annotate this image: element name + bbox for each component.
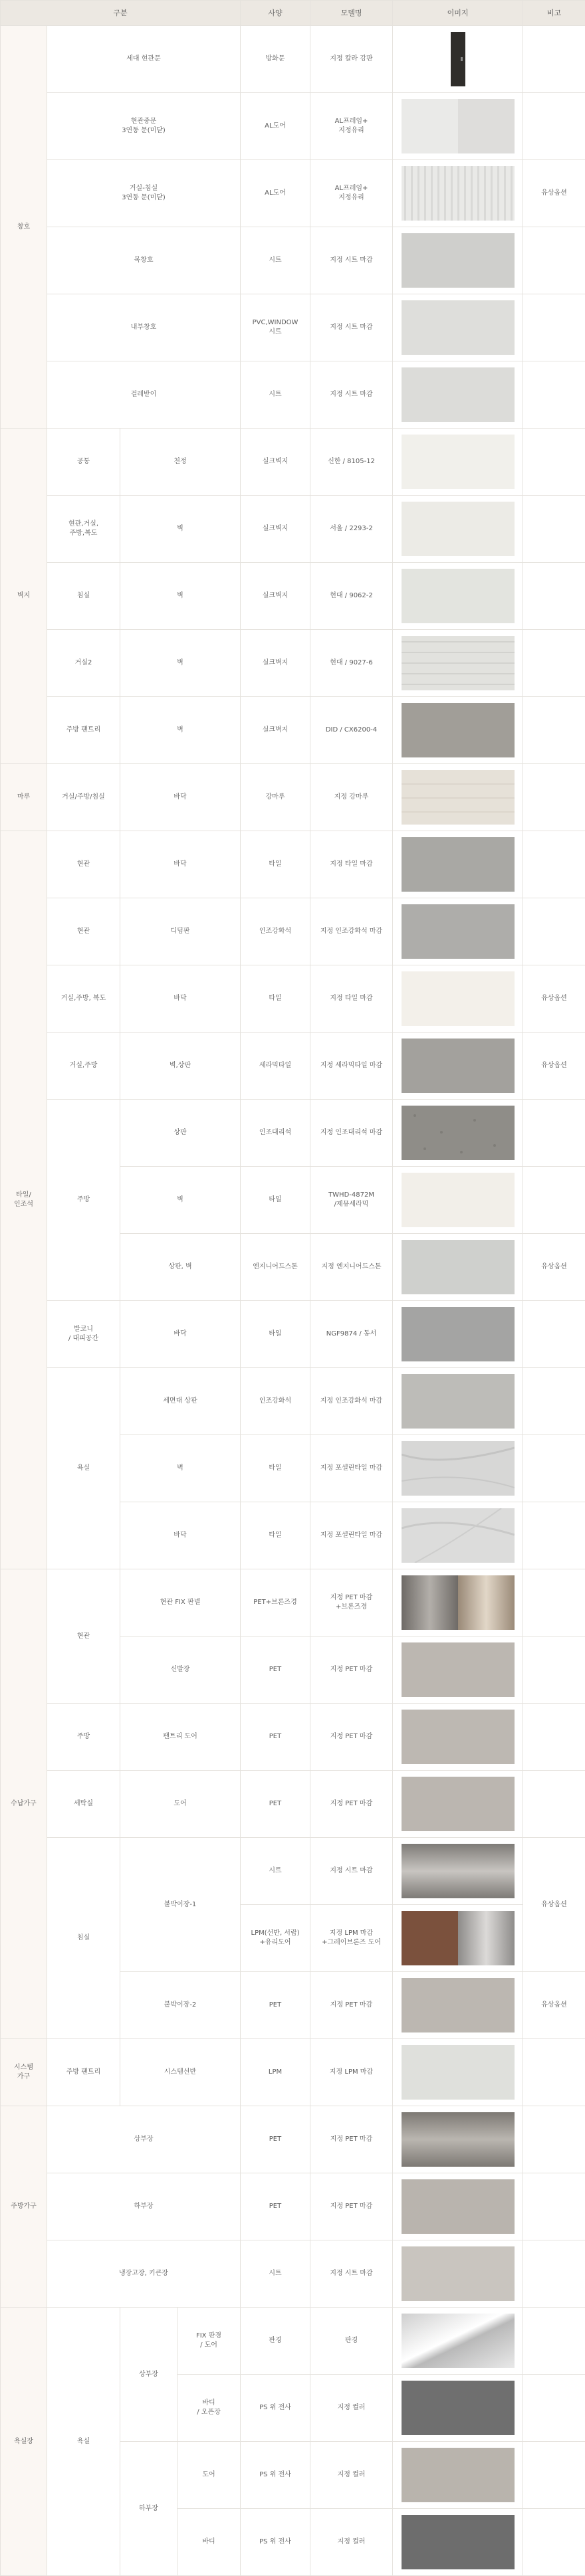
header-image: 이미지 — [393, 1, 523, 26]
note-cell — [523, 1100, 585, 1167]
item-cell: 세탁실 — [47, 1771, 120, 1838]
item-cell: 냉장고장, 키큰장 — [47, 2240, 241, 2308]
item-cell: 주방 팬트리 — [47, 697, 120, 764]
spec-cell: PET — [241, 1972, 310, 2039]
sub-item-cell: 천정 — [120, 429, 241, 496]
spec-cell: 시트 — [241, 2240, 310, 2308]
model-cell: 지정 LPM 마감 +그레이브론즈 도어 — [310, 1905, 393, 1972]
door-swatch — [451, 32, 465, 86]
item-cell: 상부장 — [47, 2106, 241, 2173]
note-cell — [523, 1301, 585, 1368]
item-cell: 주방 — [47, 1100, 120, 1301]
table-row — [1, 496, 585, 563]
note-cell — [523, 1435, 585, 1502]
image-cell — [393, 697, 523, 764]
image-cell — [393, 1234, 523, 1301]
table-row — [1, 831, 585, 898]
table-row — [1, 563, 585, 630]
model-cell: 지정 시트 마감 — [310, 361, 393, 429]
header-row — [1, 1, 585, 26]
sub-item-cell: 바닥 — [120, 965, 241, 1033]
note-cell: 유상옵션 — [523, 965, 585, 1033]
table-row — [1, 1368, 585, 1435]
note-cell: 유상옵션 — [523, 1838, 585, 1972]
wallpaper-swatch — [402, 569, 515, 623]
spec-cell: PS 위 전사 — [241, 2375, 310, 2442]
model-cell: 지정 PET 마감 +브론즈경 — [310, 1569, 393, 1636]
sub-item-cell: 상판 — [120, 1100, 241, 1167]
spec-cell: LPM — [241, 2039, 310, 2106]
wallpaper-swatch — [402, 435, 515, 489]
tile-swatch — [402, 971, 515, 1026]
table-row — [1, 2308, 585, 2375]
model-cell: 서울 / 2293-2 — [310, 496, 393, 563]
model-cell: 지정 시트 마감 — [310, 294, 393, 361]
note-cell: 유상옵션 — [523, 1033, 585, 1100]
image-cell — [393, 429, 523, 496]
sub-item-cell: 벽 — [120, 1435, 241, 1502]
sub-item-cell: 현관 FIX 판넬 — [120, 1569, 241, 1636]
note-cell — [523, 2240, 585, 2308]
image-cell — [393, 1972, 523, 2039]
model-cell: 지정 타일 마감 — [310, 965, 393, 1033]
model-cell: 지정 포셀린타일 마감 — [310, 1502, 393, 1569]
metal-sheet-swatch — [402, 1844, 515, 1898]
model-cell: AL프레임+ 지정유리 — [310, 160, 393, 227]
image-cell — [393, 294, 523, 361]
spec-cell: 판경 — [241, 2308, 310, 2375]
ps-color-swatch — [402, 2448, 515, 2502]
group-bath: 욕실장 — [1, 2308, 47, 2576]
stone-swatch — [402, 904, 515, 959]
spec-cell: PET — [241, 1704, 310, 1771]
spec-cell: 실크벽지 — [241, 697, 310, 764]
spec-cell: 실크벽지 — [241, 563, 310, 630]
sub-item-cell: 바닥 — [120, 831, 241, 898]
ceramic-tile-swatch — [402, 1039, 515, 1093]
table-row — [1, 630, 585, 697]
image-cell — [393, 1771, 523, 1838]
note-cell — [523, 26, 585, 93]
image-cell — [393, 93, 523, 160]
wallpaper-swatch — [402, 636, 515, 690]
image-cell — [393, 2509, 523, 2576]
note-cell — [523, 563, 585, 630]
wallpaper-swatch — [402, 703, 515, 757]
table-row — [1, 1100, 585, 1167]
fluted-glass-swatch — [402, 166, 515, 221]
group-system: 시스템 가구 — [1, 2039, 47, 2106]
note-cell — [523, 227, 585, 294]
note-cell — [523, 496, 585, 563]
note-cell — [523, 1502, 585, 1569]
image-cell — [393, 2173, 523, 2240]
model-cell: AL프레임+ 지정유리 — [310, 93, 393, 160]
stone-swatch — [402, 1374, 515, 1429]
spec-cell: AL도어 — [241, 160, 310, 227]
spec-cell: PS 위 전사 — [241, 2442, 310, 2509]
item-cell: 현관중문 3연동 문(미닫) — [47, 93, 241, 160]
item-cell: 침실 — [47, 563, 120, 630]
part-cell: 바디 / 오픈장 — [177, 2375, 241, 2442]
note-cell — [523, 2509, 585, 2576]
note-cell — [523, 1771, 585, 1838]
model-cell: 지정 강마루 — [310, 764, 393, 831]
model-cell: 지정 컬러 — [310, 2509, 393, 2576]
model-cell: 신한 / 8105-12 — [310, 429, 393, 496]
item-cell: 거실,주방, 복도 — [47, 965, 120, 1033]
tile-swatch — [402, 837, 515, 892]
model-cell: 지정 PET 마감 — [310, 1704, 393, 1771]
table-row — [1, 1033, 585, 1100]
spec-cell: 시트 — [241, 227, 310, 294]
group-storage: 수납가구 — [1, 1569, 47, 2039]
spec-cell: 인조대리석 — [241, 1100, 310, 1167]
sub-item-cell: 바닥 — [120, 1301, 241, 1368]
table-row — [1, 93, 585, 160]
image-cell — [393, 1100, 523, 1167]
item-cell: 발코니 / 대피공간 — [47, 1301, 120, 1368]
model-cell: 지정 LPM 마감 — [310, 2039, 393, 2106]
table-row — [1, 2173, 585, 2240]
sub-item-cell: 상판, 벽 — [120, 1234, 241, 1301]
note-cell — [523, 2308, 585, 2375]
spec-cell: 타일 — [241, 1167, 310, 1234]
note-cell — [523, 294, 585, 361]
note-cell — [523, 697, 585, 764]
table-row — [1, 2039, 585, 2106]
spec-cell: 강마루 — [241, 764, 310, 831]
item-cell: 침실 — [47, 1838, 120, 2039]
item-cell: 현관 — [47, 831, 120, 898]
spec-cell: 타일 — [241, 1435, 310, 1502]
sub-item-cell: 하부장 — [120, 2442, 177, 2576]
marble-swatch — [402, 1106, 515, 1160]
pet-bronze-swatch — [402, 1575, 515, 1630]
part-cell: FIX 판경 / 도어 — [177, 2308, 241, 2375]
table-row — [1, 160, 585, 227]
item-cell: 세대 현관문 — [47, 26, 241, 93]
spec-cell: 인조강화석 — [241, 1368, 310, 1435]
spec-cell: PET — [241, 2106, 310, 2173]
sub-item-cell: 시스템선반 — [120, 2039, 241, 2106]
spec-cell: 실크벽지 — [241, 496, 310, 563]
header-category: 구분 — [1, 1, 241, 26]
note-cell — [523, 429, 585, 496]
sheet-swatch — [402, 233, 515, 288]
image-cell — [393, 1368, 523, 1435]
note-cell — [523, 1368, 585, 1435]
sub-item-cell: 바닥 — [120, 1502, 241, 1569]
note-cell — [523, 2173, 585, 2240]
spec-cell: 타일 — [241, 965, 310, 1033]
spec-cell: 타일 — [241, 1502, 310, 1569]
header-note: 비고 — [523, 1, 585, 26]
item-cell: 주방 팬트리 — [47, 2039, 120, 2106]
item-cell: 거실,주방 — [47, 1033, 120, 1100]
table-row — [1, 764, 585, 831]
image-cell — [393, 1569, 523, 1636]
header-model: 모델명 — [310, 1, 393, 26]
note-cell — [523, 93, 585, 160]
item-cell: 공통 — [47, 429, 120, 496]
group-changho: 창호 — [1, 26, 47, 429]
image-cell — [393, 965, 523, 1033]
model-cell: 지정 컬러 — [310, 2375, 393, 2442]
image-cell — [393, 1301, 523, 1368]
image-cell — [393, 2308, 523, 2375]
item-cell: 거실/주방/침실 — [47, 764, 120, 831]
spec-cell: 시트 — [241, 361, 310, 429]
note-cell — [523, 1167, 585, 1234]
mirror-swatch — [402, 2314, 515, 2368]
note-cell — [523, 2106, 585, 2173]
sub-item-cell: 디딤판 — [120, 898, 241, 965]
model-cell: 지정 인조강화석 마감 — [310, 1368, 393, 1435]
table-row — [1, 1301, 585, 1368]
spec-cell: PS 위 전사 — [241, 2509, 310, 2576]
sub-item-cell: 팬트리 도어 — [120, 1704, 241, 1771]
item-cell: 현관 — [47, 898, 120, 965]
spec-cell: 시트 — [241, 1838, 310, 1905]
pet-metal-swatch — [402, 2112, 515, 2167]
ps-color-swatch — [402, 2515, 515, 2569]
table-row — [1, 898, 585, 965]
model-cell: DID / CX6200-4 — [310, 697, 393, 764]
sub-item-cell: 바닥 — [120, 764, 241, 831]
item-cell: 현관 — [47, 1569, 120, 1704]
header-spec: 사양 — [241, 1, 310, 26]
table-row — [1, 1771, 585, 1838]
sub-item-cell: 벽 — [120, 697, 241, 764]
image-cell — [393, 831, 523, 898]
sub-item-cell: 상부장 — [120, 2308, 177, 2442]
note-cell: 유상옵션 — [523, 1234, 585, 1301]
image-cell — [393, 1435, 523, 1502]
porcelain-tile-swatch — [402, 1508, 515, 1563]
sub-item-cell: 도어 — [120, 1771, 241, 1838]
image-cell — [393, 496, 523, 563]
image-cell — [393, 630, 523, 697]
item-cell: 내부창호 — [47, 294, 241, 361]
model-cell: NGF9874 / 동서 — [310, 1301, 393, 1368]
sub-item-cell: 붙박이장-1 — [120, 1838, 241, 1972]
model-cell: 지정 PET 마감 — [310, 1972, 393, 2039]
spec-cell: PVC,WINDOW 시트 — [241, 294, 310, 361]
table-row — [1, 429, 585, 496]
tile-swatch — [402, 1307, 515, 1361]
wood-floor-swatch — [402, 770, 515, 825]
sub-item-cell: 세면대 상판 — [120, 1368, 241, 1435]
group-floor: 마루 — [1, 764, 47, 831]
image-cell — [393, 2442, 523, 2509]
image-cell — [393, 898, 523, 965]
note-cell — [523, 630, 585, 697]
image-cell — [393, 1838, 523, 1905]
item-cell: 거실-침실 3연동 문(미닫) — [47, 160, 241, 227]
image-cell — [393, 1704, 523, 1771]
model-cell: 지정 PET 마감 — [310, 1771, 393, 1838]
item-cell: 주방 — [47, 1704, 120, 1771]
note-cell — [523, 764, 585, 831]
note-cell: 유상옵션 — [523, 1972, 585, 2039]
table-row — [1, 1704, 585, 1771]
model-cell: 지정 PET 마감 — [310, 2106, 393, 2173]
model-cell: TWHD-4872M /제뮤세라믹 — [310, 1167, 393, 1234]
note-cell — [523, 361, 585, 429]
sub-item-cell: 벽 — [120, 563, 241, 630]
table-row — [1, 2106, 585, 2173]
spec-cell: 실크벽지 — [241, 429, 310, 496]
image-cell — [393, 563, 523, 630]
image-cell — [393, 2375, 523, 2442]
image-cell — [393, 1033, 523, 1100]
model-cell: 지정 인조대리석 마감 — [310, 1100, 393, 1167]
part-cell: 바디 — [177, 2509, 241, 2576]
model-cell: 현대 / 9027-6 — [310, 630, 393, 697]
sheet-swatch — [402, 367, 515, 422]
item-cell: 목창호 — [47, 227, 241, 294]
image-cell — [393, 764, 523, 831]
model-cell: 지정 PET 마감 — [310, 2173, 393, 2240]
item-cell: 욕실 — [47, 1368, 120, 1569]
spec-cell: 타일 — [241, 1301, 310, 1368]
note-cell — [523, 2039, 585, 2106]
image-cell — [393, 1502, 523, 1569]
lpm-swatch — [402, 2045, 515, 2100]
sheet-swatch — [402, 2246, 515, 2301]
part-cell: 도어 — [177, 2442, 241, 2509]
spec-cell: 인조강화석 — [241, 898, 310, 965]
spec-cell: AL도어 — [241, 93, 310, 160]
spec-cell: LPM(선반, 서랍) +유리도어 — [241, 1905, 310, 1972]
note-cell: 유상옵션 — [523, 160, 585, 227]
model-cell: 지정 컬러 — [310, 2442, 393, 2509]
table-row — [1, 26, 585, 93]
model-cell: 지정 세라믹타일 마감 — [310, 1033, 393, 1100]
model-cell: 지정 시트 마감 — [310, 227, 393, 294]
item-cell: 걸레받이 — [47, 361, 241, 429]
sub-item-cell: 신발장 — [120, 1636, 241, 1704]
spec-cell: 실크벽지 — [241, 630, 310, 697]
spec-cell: PET — [241, 1636, 310, 1704]
note-cell — [523, 2442, 585, 2509]
item-cell: 하부장 — [47, 2173, 241, 2240]
note-cell — [523, 1704, 585, 1771]
porcelain-tile-swatch — [402, 1441, 515, 1496]
model-cell: 지정 PET 마감 — [310, 1636, 393, 1704]
lpm-bronze-swatch — [402, 1911, 515, 1965]
sub-item-cell: 벽,상판 — [120, 1033, 241, 1100]
table-row — [1, 2240, 585, 2308]
model-cell: 지정 타일 마감 — [310, 831, 393, 898]
table-row — [1, 227, 585, 294]
note-cell — [523, 831, 585, 898]
pet-swatch — [402, 1978, 515, 2032]
note-cell — [523, 1569, 585, 1636]
table-row — [1, 1569, 585, 1636]
image-cell — [393, 1636, 523, 1704]
note-cell — [523, 898, 585, 965]
group-tile: 타일/ 인조석 — [1, 831, 47, 1569]
image-cell — [393, 2106, 523, 2173]
sub-item-cell: 벽 — [120, 630, 241, 697]
group-kitchen: 주방가구 — [1, 2106, 47, 2308]
image-cell — [393, 2240, 523, 2308]
glass-swatch — [402, 99, 515, 153]
spec-cell: PET+브론즈경 — [241, 1569, 310, 1636]
note-cell — [523, 2375, 585, 2442]
image-cell — [393, 1905, 523, 1972]
model-cell: 지정 엔지니어드스톤 — [310, 1234, 393, 1301]
spec-cell: 타일 — [241, 831, 310, 898]
model-cell: 지정 시트 마감 — [310, 2240, 393, 2308]
table-row — [1, 697, 585, 764]
note-cell — [523, 1636, 585, 1704]
engineered-stone-swatch — [402, 1240, 515, 1294]
model-cell: 지정 칼라 강판 — [310, 26, 393, 93]
table-row — [1, 965, 585, 1033]
pet-swatch — [402, 2179, 515, 2234]
item-cell: 현관,거실, 주방,복도 — [47, 496, 120, 563]
spec-cell: 엔지니어드스톤 — [241, 1234, 310, 1301]
table-row — [1, 1838, 585, 1905]
image-cell — [393, 227, 523, 294]
sub-item-cell: 벽 — [120, 1167, 241, 1234]
tile-swatch — [402, 1173, 515, 1227]
wallpaper-swatch — [402, 502, 515, 556]
spec-cell: 방화문 — [241, 26, 310, 93]
image-cell — [393, 26, 523, 93]
sub-item-cell: 벽 — [120, 496, 241, 563]
model-cell: 현대 / 9062-2 — [310, 563, 393, 630]
item-cell: 욕실 — [47, 2308, 120, 2576]
image-cell — [393, 2039, 523, 2106]
model-cell: 지정 포셀린타일 마감 — [310, 1435, 393, 1502]
pet-swatch — [402, 1642, 515, 1697]
sheet-swatch — [402, 300, 515, 355]
sub-item-cell: 붙박이장-2 — [120, 1972, 241, 2039]
ps-color-swatch — [402, 2381, 515, 2435]
pet-swatch — [402, 1710, 515, 1764]
group-wallpaper: 벽지 — [1, 429, 47, 764]
model-cell: 판경 — [310, 2308, 393, 2375]
spec-cell: PET — [241, 1771, 310, 1838]
spec-cell: PET — [241, 2173, 310, 2240]
spec-cell: 세라믹타일 — [241, 1033, 310, 1100]
model-cell: 지정 인조강화석 마감 — [310, 898, 393, 965]
table-row — [1, 361, 585, 429]
item-cell: 거실2 — [47, 630, 120, 697]
image-cell — [393, 160, 523, 227]
model-cell: 지정 시트 마감 — [310, 1838, 393, 1905]
pet-swatch — [402, 1777, 515, 1831]
image-cell — [393, 361, 523, 429]
table-row — [1, 294, 585, 361]
image-cell — [393, 1167, 523, 1234]
